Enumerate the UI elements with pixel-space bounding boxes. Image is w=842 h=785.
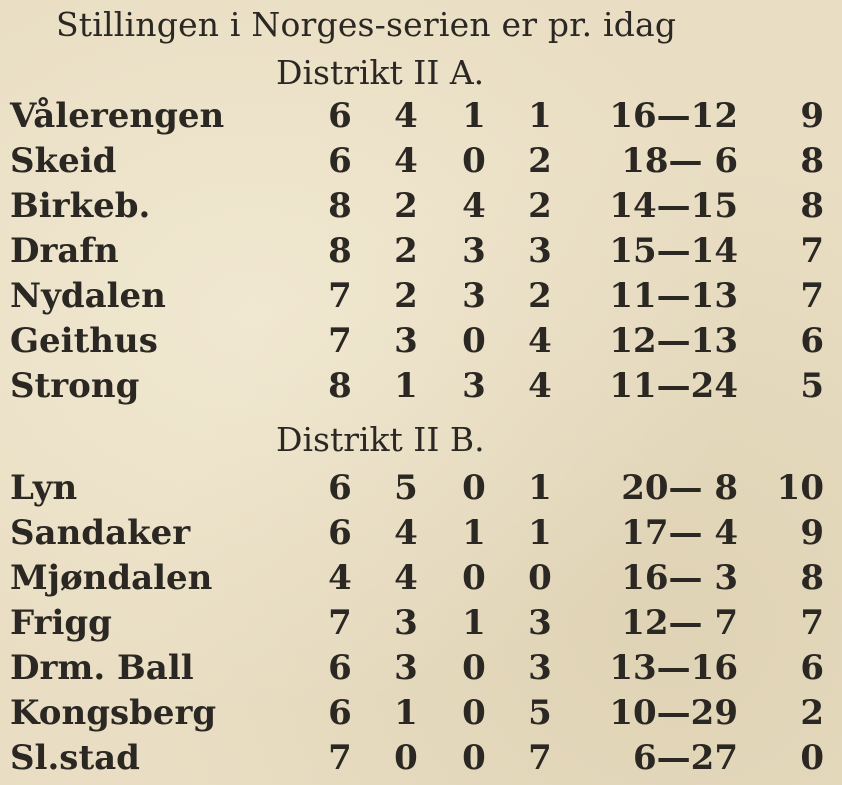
team-name: Sl.stad [10, 738, 140, 778]
goal-score: 20— 8 [621, 468, 738, 508]
team-name: Drm. Ball [10, 648, 194, 688]
goal-score: 11—24 [609, 366, 738, 406]
table-row [0, 556, 842, 601]
won-count: 3 [394, 603, 418, 643]
drawn-count: 0 [462, 558, 486, 598]
played-count: 6 [328, 648, 352, 688]
table-row [0, 184, 842, 229]
points: 9 [800, 96, 824, 136]
points: 5 [800, 366, 824, 406]
points: 8 [800, 141, 824, 181]
drawn-count: 1 [462, 513, 486, 553]
drawn-count: 1 [462, 96, 486, 136]
team-name: Sandaker [10, 513, 191, 553]
goal-score: 15—14 [609, 231, 738, 271]
won-count: 3 [394, 648, 418, 688]
played-count: 8 [328, 231, 352, 271]
table-row [0, 94, 842, 139]
goal-score: 11—13 [609, 276, 738, 316]
points: 6 [800, 321, 824, 361]
points: 10 [776, 468, 824, 508]
won-count: 0 [394, 738, 418, 778]
goal-score: 10—29 [609, 693, 738, 733]
drawn-count: 0 [462, 468, 486, 508]
drawn-count: 4 [462, 186, 486, 226]
lost-count: 3 [528, 648, 552, 688]
team-name: Nydalen [10, 276, 166, 316]
table-row [0, 139, 842, 184]
won-count: 2 [394, 231, 418, 271]
team-name: Skeid [10, 141, 117, 181]
lost-count: 7 [528, 738, 552, 778]
table-row [0, 319, 842, 364]
lost-count: 1 [528, 513, 552, 553]
headline: Stillingen i Norges-serien er pr. idag [56, 5, 677, 44]
lost-count: 5 [528, 693, 552, 733]
team-name: Drafn [10, 231, 119, 271]
table-row [0, 601, 842, 646]
team-name: Frigg [10, 603, 112, 643]
table-row [0, 511, 842, 556]
goal-score: 16—12 [609, 96, 738, 136]
table-row [0, 274, 842, 319]
lost-count: 0 [528, 558, 552, 598]
team-name: Vålerengen [10, 96, 225, 136]
lost-count: 2 [528, 141, 552, 181]
played-count: 6 [328, 468, 352, 508]
played-count: 7 [328, 276, 352, 316]
team-name: Kongsberg [10, 693, 217, 733]
lost-count: 3 [528, 603, 552, 643]
lost-count: 2 [528, 186, 552, 226]
drawn-count: 3 [462, 276, 486, 316]
points: 8 [800, 186, 824, 226]
lost-count: 3 [528, 231, 552, 271]
team-name: Birkeb. [10, 186, 151, 226]
played-count: 7 [328, 321, 352, 361]
drawn-count: 1 [462, 603, 486, 643]
played-count: 6 [328, 96, 352, 136]
won-count: 2 [394, 276, 418, 316]
drawn-count: 0 [462, 693, 486, 733]
drawn-count: 0 [462, 141, 486, 181]
drawn-count: 0 [462, 648, 486, 688]
table-row [0, 364, 842, 409]
played-count: 6 [328, 513, 352, 553]
lost-count: 2 [528, 276, 552, 316]
played-count: 4 [328, 558, 352, 598]
goal-score: 12— 7 [621, 603, 738, 643]
drawn-count: 3 [462, 231, 486, 271]
goal-score: 6—27 [633, 738, 738, 778]
drawn-count: 0 [462, 321, 486, 361]
team-name: Strong [10, 366, 140, 406]
won-count: 5 [394, 468, 418, 508]
table-row [0, 691, 842, 736]
drawn-count: 3 [462, 366, 486, 406]
lost-count: 4 [528, 366, 552, 406]
goal-score: 14—15 [609, 186, 738, 226]
won-count: 1 [394, 693, 418, 733]
lost-count: 1 [528, 468, 552, 508]
points: 2 [800, 693, 824, 733]
points: 7 [800, 276, 824, 316]
section-title-b: Distrikt II B. [276, 420, 485, 459]
table-row [0, 466, 842, 511]
lost-count: 1 [528, 96, 552, 136]
section-title-a: Distrikt II A. [276, 53, 485, 92]
won-count: 2 [394, 186, 418, 226]
team-name: Lyn [10, 468, 78, 508]
played-count: 7 [328, 603, 352, 643]
won-count: 4 [394, 96, 418, 136]
lost-count: 4 [528, 321, 552, 361]
goal-score: 16— 3 [621, 558, 738, 598]
won-count: 4 [394, 141, 418, 181]
points: 7 [800, 231, 824, 271]
table-row [0, 736, 842, 781]
played-count: 6 [328, 693, 352, 733]
won-count: 1 [394, 366, 418, 406]
played-count: 7 [328, 738, 352, 778]
goal-score: 12—13 [609, 321, 738, 361]
team-name: Geithus [10, 321, 158, 361]
goal-score: 13—16 [609, 648, 738, 688]
points: 9 [800, 513, 824, 553]
drawn-count: 0 [462, 738, 486, 778]
team-name: Mjøndalen [10, 558, 213, 598]
played-count: 6 [328, 141, 352, 181]
goal-score: 17— 4 [621, 513, 738, 553]
points: 7 [800, 603, 824, 643]
table-row [0, 646, 842, 691]
points: 6 [800, 648, 824, 688]
points: 0 [800, 738, 824, 778]
points: 8 [800, 558, 824, 598]
won-count: 4 [394, 558, 418, 598]
won-count: 4 [394, 513, 418, 553]
played-count: 8 [328, 186, 352, 226]
table-row [0, 229, 842, 274]
played-count: 8 [328, 366, 352, 406]
won-count: 3 [394, 321, 418, 361]
goal-score: 18— 6 [621, 141, 738, 181]
